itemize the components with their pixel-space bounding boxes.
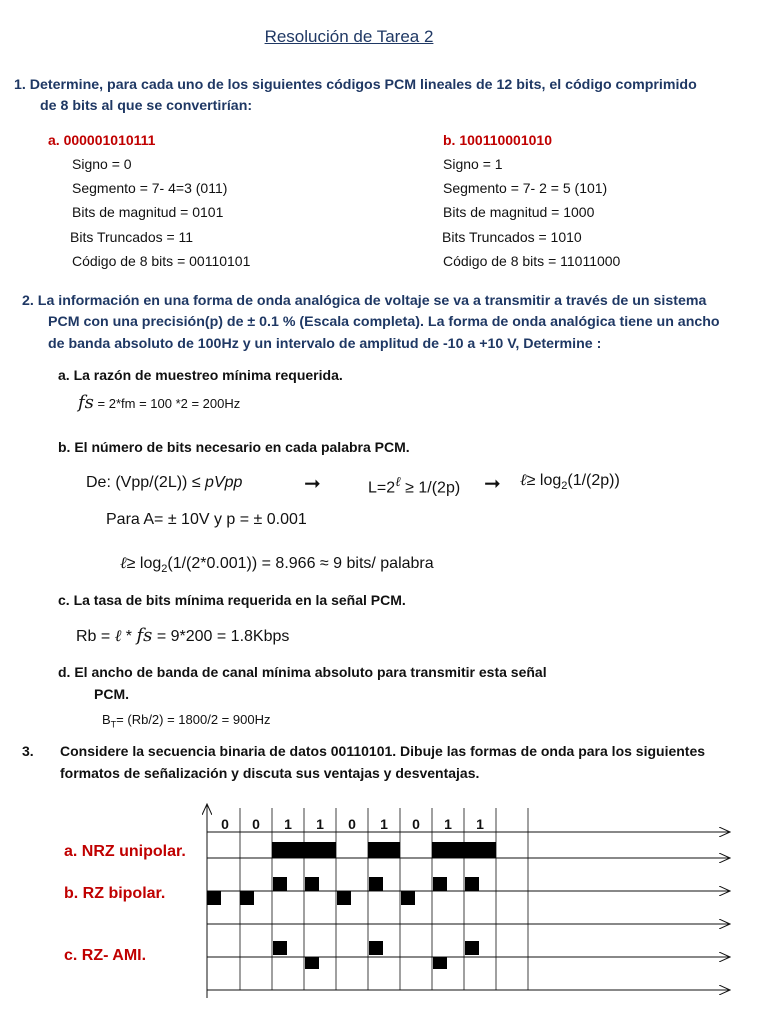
q2c-star: * <box>121 628 137 645</box>
q2b-de-text: De: (Vpp/(2L)) ≤ <box>86 474 206 491</box>
nrz-pulse <box>432 842 496 858</box>
q3-line2: formatos de señalización y discuta sus ventajas y desventajas. <box>60 765 480 781</box>
q2c-label: c. La tasa de bits mínima requerida en la señal PCM. <box>58 592 406 608</box>
q2c-eq-text: = 9*200 = 1.8Kbps <box>152 628 290 645</box>
q2b-log-text: ≥ log <box>526 472 562 489</box>
q3-line1: Considere la secuencia binaria de datos 00110101. Dibuje las formas de onda para los siguientes <box>60 743 706 759</box>
q2b-res-text: (1/(2*0.001)) = 8.966 ≈ 9 bits/ palabra <box>167 555 434 572</box>
rz-bipolar-pulse-neg <box>240 891 254 905</box>
q2a-eq-text: = 2*fm = 100 *2 = 200Hz <box>93 396 241 411</box>
q2b-log-arg: (1/(2p)) <box>567 472 620 489</box>
bit-label: 0 <box>412 816 420 832</box>
bit-label: 1 <box>284 816 292 832</box>
rz-bipolar-pulse-pos <box>465 877 479 891</box>
q1b-result: Código de 8 bits = 11011000 <box>443 253 621 269</box>
ell-symbol-3: ℓ <box>120 553 127 572</box>
rz-bipolar-pulse-neg <box>337 891 351 905</box>
q1b-magnitud: Bits de magnitud = 1000 <box>443 204 595 220</box>
q1a-truncados: Bits Truncados = 11 <box>70 229 194 245</box>
rz-ami-pulse-pos <box>273 941 287 955</box>
q2b-label: b. El número de bits necesario en cada palabra PCM. <box>58 439 410 455</box>
q1a-segmento: Segmento = 7- 4=3 (011) <box>72 180 228 196</box>
arrow-icon-2: ➞ <box>484 473 501 495</box>
nrz-pulse <box>272 842 336 858</box>
rz-bipolar-pulse-pos <box>369 877 383 891</box>
rz-bipolar-pulse-pos <box>273 877 287 891</box>
q2c-rb: Rb = <box>76 628 115 645</box>
q1a-result: Código de 8 bits = 00110101 <box>72 253 251 269</box>
bit-label: 0 <box>252 816 260 832</box>
bit-grid-lines <box>240 808 528 990</box>
q2-line1: 2. La información en una forma de onda analógica de voltaje se va a transmitir a través de un sistema <box>22 293 707 309</box>
ell-symbol-4: ℓ <box>114 626 122 645</box>
bit-label: 1 <box>316 816 324 832</box>
q2d-sub: T <box>110 719 117 730</box>
q2b-log-sub: 2 <box>561 480 568 493</box>
ell-symbol-2: ℓ <box>520 470 527 489</box>
q2-line3: de banda absoluto de 100Hz y un intervalo de amplitud de -10 a +10 V, Determine : <box>48 336 602 352</box>
q2a-label: a. La razón de muestreo mínima requerida. <box>58 367 343 383</box>
q2b-pvpp: pVpp <box>205 474 243 491</box>
q2b-L-text: L=2 <box>368 479 396 497</box>
label-nrz-unipolar: a. NRZ unipolar. <box>64 843 186 860</box>
rz-ami-pulse-neg <box>305 957 319 969</box>
rz-bipolar-pulse-pos <box>433 877 447 891</box>
rz-ami-pulse-pos <box>369 941 383 955</box>
rz-ami-pulse-pos <box>465 941 479 955</box>
q1-line1: 1. Determine, para cada uno de los siguientes códigos PCM lineales de 12 bits, el código comprimido <box>14 77 697 93</box>
fs-symbol-2: fs <box>136 625 153 646</box>
label-rz-bipolar: b. RZ bipolar. <box>64 885 166 902</box>
page-title: Resolución de Tarea 2 <box>264 27 434 46</box>
q2b-res-sub: 2 <box>161 563 168 576</box>
q2b-ge-text: ≥ 1/(2p) <box>400 479 461 497</box>
rz-bipolar-pulse-neg <box>401 891 415 905</box>
q1b-segmento: Segmento = 7- 2 = 5 (101) <box>443 180 608 196</box>
bit-label: 1 <box>380 816 388 832</box>
rz-ami-pulse-neg <box>433 957 447 969</box>
nrz-pulse <box>368 842 400 858</box>
q3-number: 3. <box>22 743 34 759</box>
bit-label: 0 <box>221 816 229 832</box>
rz-bipolar-pulse-neg <box>207 891 221 905</box>
q1b-signo: Signo = 1 <box>443 156 503 172</box>
q2d-eq-text: = (Rb/2) = 1800/2 = 900Hz <box>116 712 271 727</box>
q2d-label-2: PCM. <box>94 686 129 702</box>
q1a-code: a. 000001010111 <box>48 132 156 148</box>
q1b-truncados: Bits Truncados = 1010 <box>442 229 582 245</box>
arrow-icon: ➞ <box>304 473 321 495</box>
bit-label: 1 <box>476 816 484 832</box>
q2d-label-1: d. El ancho de banda de canal mínima absoluto para transmitir esta señal <box>58 664 547 680</box>
rz-bipolar-pulse-pos <box>305 877 319 891</box>
q2b-res-pre: ≥ log <box>126 555 162 572</box>
bit-label: 1 <box>444 816 452 832</box>
q1b-code: b. 100110001010 <box>443 132 552 148</box>
q1-line2: de 8 bits al que se convertirían: <box>40 98 253 114</box>
q2-line2: PCM con una precisión(p) de ± 0.1 % (Escala completa). La forma de onda analógica tiene un ancho <box>48 314 720 330</box>
fs-symbol: fs <box>78 392 94 413</box>
q2b-para: Para A= ± 10V y p = ± 0.001 <box>106 511 307 528</box>
bit-label: 0 <box>348 816 356 832</box>
q2d-b: B <box>102 712 111 727</box>
q1a-signo: Signo = 0 <box>72 156 132 172</box>
q1a-magnitud: Bits de magnitud = 0101 <box>72 204 224 220</box>
label-rz-ami: c. RZ- AMI. <box>64 947 147 964</box>
ell-symbol: ℓ <box>395 475 401 490</box>
